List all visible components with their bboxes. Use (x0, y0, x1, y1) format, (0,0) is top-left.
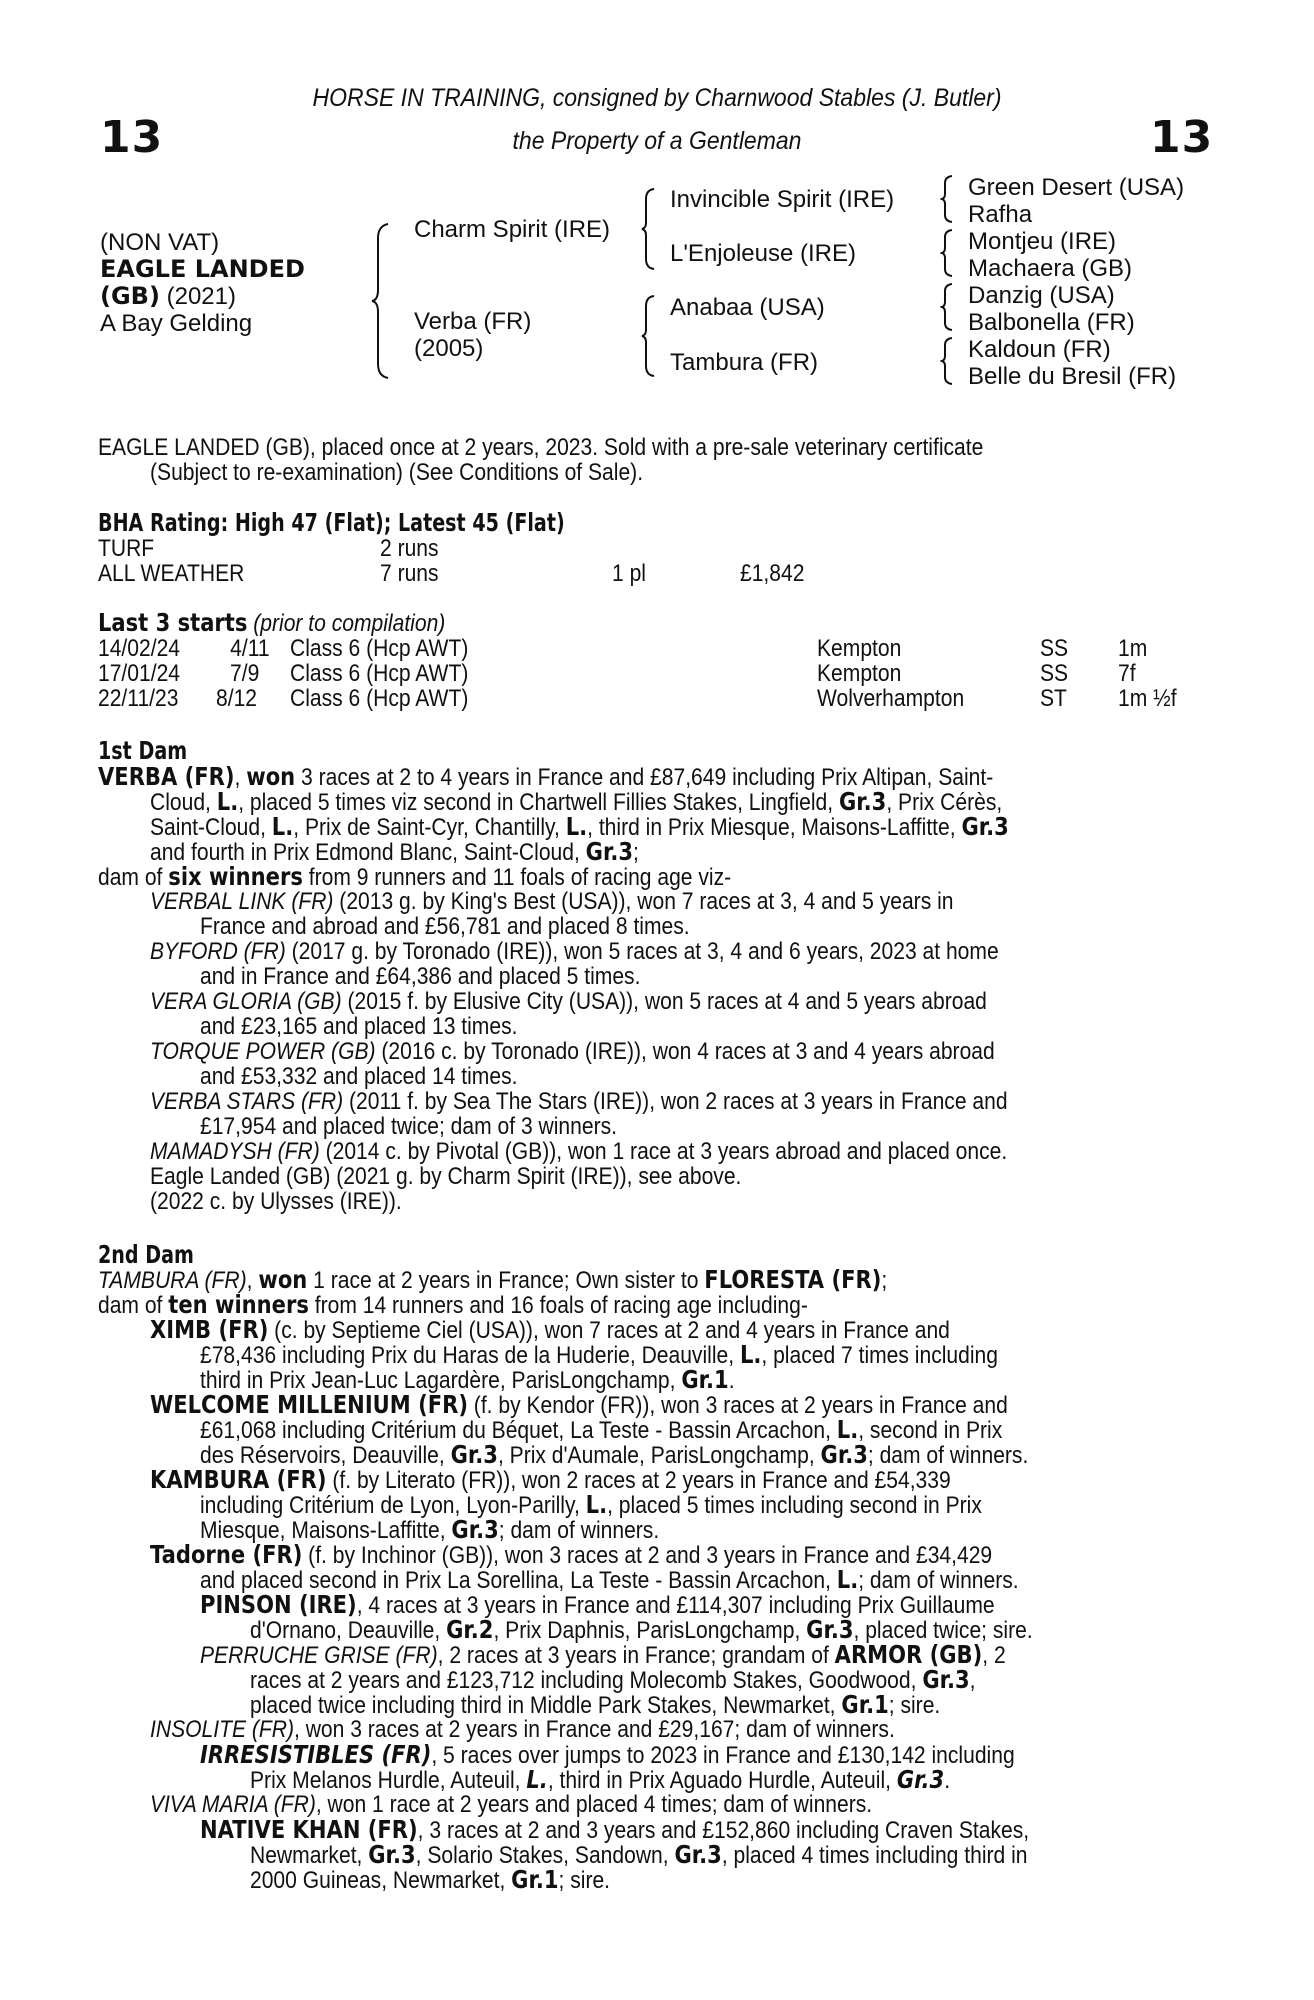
progeny-entry: VIVA MARIA (FR), won 1 race at 2 years and placed 4 times; dam of winners. (150, 1791, 873, 1818)
progeny-entry: Tadorne (FR) (f. by Inchinor (GB)), won 3 races at 2 and 3 years in France and £34,429 (150, 1540, 993, 1569)
progeny-entry-cont: and £53,332 and placed 14 times. (200, 1063, 518, 1090)
horse-origin-year (100, 283, 236, 310)
start-date: 14/02/24 (98, 635, 181, 662)
listed-badge: L. (526, 1765, 548, 1794)
first-dam-heading: 1st Dam (98, 736, 188, 765)
first-dam-line-1: VERBA (FR), won 3 races at 2 to 4 years in France and £87,649 including Prix Altipan, Saint- (98, 762, 994, 791)
progeny-name: XIMB (FR) (150, 1315, 269, 1344)
progeny-entry-cont: £61,068 including Critérium du Béquet, La Teste - Bassin Arcachon, L., second in Prix (200, 1415, 1003, 1444)
vat-status: (NON VAT) (100, 229, 220, 256)
ancestor-g3-8: Belle du Bresil (FR) (968, 363, 1177, 390)
grandson-name: ARMOR (GB) (834, 1640, 983, 1669)
listed-badge: L. (739, 1340, 762, 1369)
last-starts-title: Last 3 starts (98, 608, 248, 637)
ancestor-g3-2: Rafha (968, 201, 1033, 228)
rating-runs: 7 runs (380, 560, 439, 587)
rating-runs: 2 runs (380, 535, 439, 562)
start-race: Class 6 (Hcp AWT) (290, 685, 469, 712)
start-course: Wolverhampton (817, 685, 965, 712)
progeny-entry: TORQUE POWER (GB) (2016 c. by Toronado (IRE)), won 4 races at 3 and 4 years abroad (150, 1038, 995, 1065)
listed-badge: L. (585, 1490, 608, 1519)
progeny-entry-cont: third in Prix Jean-Luc Lagardère, ParisLongchamp, Gr.1. (200, 1365, 735, 1394)
progeny-entry-cont: and in France and £64,386 and placed 5 times. (200, 963, 641, 990)
progeny-name: WELCOME MILLENIUM (FR) (150, 1390, 468, 1419)
progeny-entry: WELCOME MILLENIUM (FR) (f. by Kendor (FR)), won 3 races at 2 years in France and (150, 1390, 1008, 1419)
group-badge: Gr.3 (806, 1615, 854, 1644)
granddam-paternal: L'Enjoleuse (IRE) (670, 240, 856, 267)
pedigree-brace-g3-3 (940, 282, 956, 332)
progeny-name: PERRUCHE GRISE (FR) (200, 1642, 438, 1669)
progeny-entry: INSOLITE (FR), won 3 races at 2 years in France and £29,167; dam of winners. (150, 1716, 895, 1743)
progeny-entry-cont: France and abroad and £56,781 and placed 8 times. (200, 913, 690, 940)
ancestor-g3-5: Danzig (USA) (968, 282, 1115, 309)
start-going: SS (1040, 635, 1069, 662)
rating-surface: TURF (98, 535, 155, 562)
start-distance: 7f (1118, 660, 1136, 687)
start-distance: 1m ½f (1118, 685, 1177, 712)
dam-name: Verba (FR) (414, 308, 532, 335)
start-course: Kempton (817, 660, 902, 687)
group-badge: Gr.3 (820, 1440, 868, 1469)
progeny-entry-cont: placed twice including third in Middle Park Stakes, Newmarket, Gr.1; sire. (250, 1690, 941, 1719)
group-badge: Gr.1 (841, 1690, 889, 1719)
progeny-entry-cont: races at 2 years and £123,712 including Molecomb Stakes, Goodwood, Gr.3, (250, 1665, 976, 1694)
winners-count: six winners (168, 862, 303, 891)
progeny-entry-cont: 2000 Guineas, Newmarket, Gr.1; sire. (250, 1865, 611, 1894)
grandsire-paternal: Invincible Spirit (IRE) (670, 186, 895, 213)
first-dam-line-2: Cloud, L., placed 5 times viz second in Chartwell Fillies Stakes, Lingfield, Gr.3, Prix Cérès, (150, 787, 1003, 816)
listed-badge: L. (565, 812, 588, 841)
progeny-entry-cont: £78,436 including Prix du Haras de la Huderie, Deauville, L., placed 7 times including (200, 1340, 998, 1369)
listed-badge: L. (271, 812, 294, 841)
sister-name: FLORESTA (FR) (704, 1265, 882, 1294)
progeny-entry: BYFORD (FR) (2017 g. by Toronado (IRE)), won 5 races at 3, 4 and 6 years, 2023 at home (150, 938, 999, 965)
progeny-entry-cont: d'Ornano, Deauville, Gr.2, Prix Daphnis, ParisLongchamp, Gr.3, placed twice; sire. (250, 1615, 1033, 1644)
first-dam-line-4: and fourth in Prix Edmond Blanc, Saint-Cloud, Gr.3; (150, 837, 639, 866)
start-going: SS (1040, 660, 1069, 687)
listed-badge: L. (836, 1565, 859, 1594)
progeny-name: MAMADYSH (FR) (150, 1138, 320, 1165)
group-badge: Gr.3 (838, 787, 887, 816)
last-starts-subtitle: (prior to compilation) (253, 610, 446, 637)
start-date: 17/01/24 (98, 660, 181, 687)
progeny-name: Tadorne (FR) (150, 1540, 303, 1569)
rating-surface: ALL WEATHER (98, 560, 245, 587)
progeny-entry-cont: Prix Melanos Hurdle, Auteuil, L., third in Prix Aguado Hurdle, Auteuil, Gr.3. (250, 1765, 951, 1794)
progeny-name: VERA GLORIA (GB) (150, 988, 342, 1015)
progeny-name: INSOLITE (FR) (150, 1716, 294, 1743)
second-dam-heading: 2nd Dam (98, 1240, 194, 1269)
won-label: won (246, 762, 296, 791)
group-badge: Gr.3 (922, 1665, 970, 1694)
start-position: 4/11 (230, 635, 270, 662)
group-badge: Gr.3 (961, 812, 1009, 841)
progeny-name: TORQUE POWER (GB) (150, 1038, 376, 1065)
ancestor-g3-7: Kaldoun (FR) (968, 336, 1111, 363)
pedigree-brace-dam (640, 294, 658, 378)
group-badge: Gr.1 (511, 1865, 559, 1894)
winners-count: ten winners (168, 1290, 309, 1319)
start-distance: 1m (1118, 635, 1148, 662)
progeny-entry: VERBA STARS (FR) (2011 f. by Sea The Stars (IRE)), won 2 races at 3 years in France and (150, 1088, 1008, 1115)
progeny-plain-entry: Eagle Landed (GB) (2021 g. by Charm Spirit (IRE)), see above. (150, 1163, 742, 1190)
ancestor-g3-3: Montjeu (IRE) (968, 228, 1117, 255)
group-badge: Gr.1 (681, 1365, 729, 1394)
progeny-plain-entry: (2022 c. by Ulysses (IRE)). (150, 1188, 402, 1215)
progeny-entry: VERA GLORIA (GB) (2015 f. by Elusive City (USA)), won 5 races at 4 and 5 years abroad (150, 988, 987, 1015)
first-dam-name: VERBA (FR) (98, 762, 235, 791)
ancestor-g3-4: Machaera (GB) (968, 255, 1133, 282)
pedigree-brace-g3-1 (940, 174, 956, 224)
group-badge: Gr.3 (450, 1440, 498, 1469)
horse-year: (2021) (166, 283, 236, 310)
progeny-entry-cont: including Critérium de Lyon, Lyon-Parilly, L., placed 5 times including second in Prix (200, 1490, 982, 1519)
listed-badge: L. (216, 787, 239, 816)
group-badge: Gr.3 (368, 1840, 416, 1869)
second-dam-dam-of: dam of ten winners from 14 runners and 16 foals of racing age including- (98, 1290, 808, 1319)
lot-number-right: 13 (1150, 112, 1214, 163)
progeny-name: KAMBURA (FR) (150, 1465, 327, 1494)
dam-year: (2005) (414, 335, 484, 362)
group-badge: Gr.3 (674, 1840, 722, 1869)
grandsire-maternal: Anabaa (USA) (670, 294, 825, 321)
bha-rating-title: BHA Rating: High 47 (Flat); Latest 45 (Flat) (98, 508, 565, 537)
start-position: 8/12 (216, 685, 258, 712)
won-label: won (258, 1265, 308, 1294)
start-date: 22/11/23 (98, 685, 179, 712)
second-dam-name: TAMBURA (FR) (98, 1267, 247, 1294)
pedigree-brace-main (370, 222, 392, 380)
horse-description: A Bay Gelding (100, 310, 253, 337)
ancestor-g3-1: Green Desert (USA) (968, 174, 1185, 201)
progeny-name: VERBA STARS (FR) (150, 1088, 344, 1115)
sire-name: Charm Spirit (IRE) (414, 216, 611, 243)
pedigree-brace-g3-4 (940, 336, 956, 386)
rating-earnings: £1,842 (740, 560, 805, 587)
lot-number-left: 13 (100, 112, 164, 163)
progeny-entry: VERBAL LINK (FR) (2013 g. by King's Best (USA)), won 7 races at 3, 4 and 5 years in (150, 888, 954, 915)
progeny-name: PINSON (IRE) (200, 1590, 357, 1619)
group-badge: Gr.3 (585, 837, 634, 866)
property-line: the Property of a Gentleman (512, 127, 802, 155)
progeny-name: VIVA MARIA (FR) (150, 1791, 316, 1818)
summary-line-1: EAGLE LANDED (GB), placed once at 2 years, 2023. Sold with a pre-sale veterinary certificate (98, 434, 984, 461)
group-badge: Gr.3 (896, 1765, 945, 1794)
progeny-entry: XIMB (FR) (c. by Septieme Ciel (USA)), won 7 races at 2 and 4 years in France and (150, 1315, 950, 1344)
first-dam-line-3: Saint-Cloud, L., Prix de Saint-Cyr, Chantilly, L., third in Prix Miesque, Maisons-Laffitte, Gr.3 (150, 812, 1009, 841)
progeny-entry: NATIVE KHAN (FR), 3 races at 2 and 3 years and £152,860 including Craven Stakes, (200, 1815, 1030, 1844)
start-race: Class 6 (Hcp AWT) (290, 660, 469, 687)
progeny-entry-cont: and placed second in Prix La Sorellina, La Teste - Bassin Arcachon, L.; dam of winners. (200, 1565, 1019, 1594)
start-position: 7/9 (230, 660, 260, 687)
summary-line-2: (Subject to re-examination) (See Conditions of Sale). (150, 459, 644, 486)
second-dam-intro: TAMBURA (FR), won 1 race at 2 years in France; Own sister to FLORESTA (FR); (98, 1265, 888, 1294)
progeny-entry: PERRUCHE GRISE (FR), 2 races at 3 years in France; grandam of ARMOR (GB), 2 (200, 1640, 1006, 1669)
horse-country: (GB) (100, 282, 160, 310)
pedigree-brace-g3-2 (940, 228, 956, 278)
group-badge: Gr.2 (446, 1615, 494, 1644)
horse-name: EAGLE LANDED (100, 255, 305, 283)
ancestor-g3-6: Balbonella (FR) (968, 309, 1135, 336)
progeny-entry-cont: Miesque, Maisons-Laffitte, Gr.3; dam of winners. (200, 1515, 660, 1544)
progeny-entry-cont: Newmarket, Gr.3, Solario Stakes, Sandown, Gr.3, placed 4 times including third in (250, 1840, 1028, 1869)
progeny-entry: MAMADYSH (FR) (2014 c. by Pivotal (GB)), won 1 race at 3 years abroad and placed once. (150, 1138, 1008, 1165)
progeny-entry: PINSON (IRE), 4 races at 3 years in France and £114,307 including Prix Guillaume (200, 1590, 995, 1619)
listed-badge: L. (836, 1415, 859, 1444)
progeny-entry-cont: £17,954 and placed twice; dam of 3 winners. (200, 1113, 617, 1140)
progeny-entry-cont: and £23,165 and placed 13 times. (200, 1013, 518, 1040)
start-course: Kempton (817, 635, 902, 662)
progeny-name: VERBAL LINK (FR) (150, 888, 334, 915)
last-starts-heading (98, 610, 445, 637)
granddam-maternal: Tambura (FR) (670, 349, 819, 376)
consignor-line: HORSE IN TRAINING, consigned by Charnwood Stables (J. Butler) (312, 84, 1002, 112)
progeny-entry: KAMBURA (FR) (f. by Literato (FR)), won 2 races at 2 years in France and £54,339 (150, 1465, 951, 1494)
start-going: ST (1040, 685, 1067, 712)
first-dam-dam-of: dam of six winners from 9 runners and 11 foals of racing age viz- (98, 862, 732, 891)
pedigree-brace-sire (640, 187, 658, 271)
rating-placed: 1 pl (612, 560, 646, 587)
progeny-name: NATIVE KHAN (FR) (200, 1815, 418, 1844)
progeny-name: BYFORD (FR) (150, 938, 286, 965)
progeny-name: IRRESISTIBLES (FR) (200, 1740, 432, 1769)
group-badge: Gr.3 (451, 1515, 499, 1544)
progeny-entry-cont: des Réservoirs, Deauville, Gr.3, Prix d'Aumale, ParisLongchamp, Gr.3; dam of winners. (200, 1440, 1029, 1469)
start-race: Class 6 (Hcp AWT) (290, 635, 469, 662)
progeny-entry: IRRESISTIBLES (FR), 5 races over jumps to 2023 in France and £130,142 including (200, 1740, 1015, 1769)
